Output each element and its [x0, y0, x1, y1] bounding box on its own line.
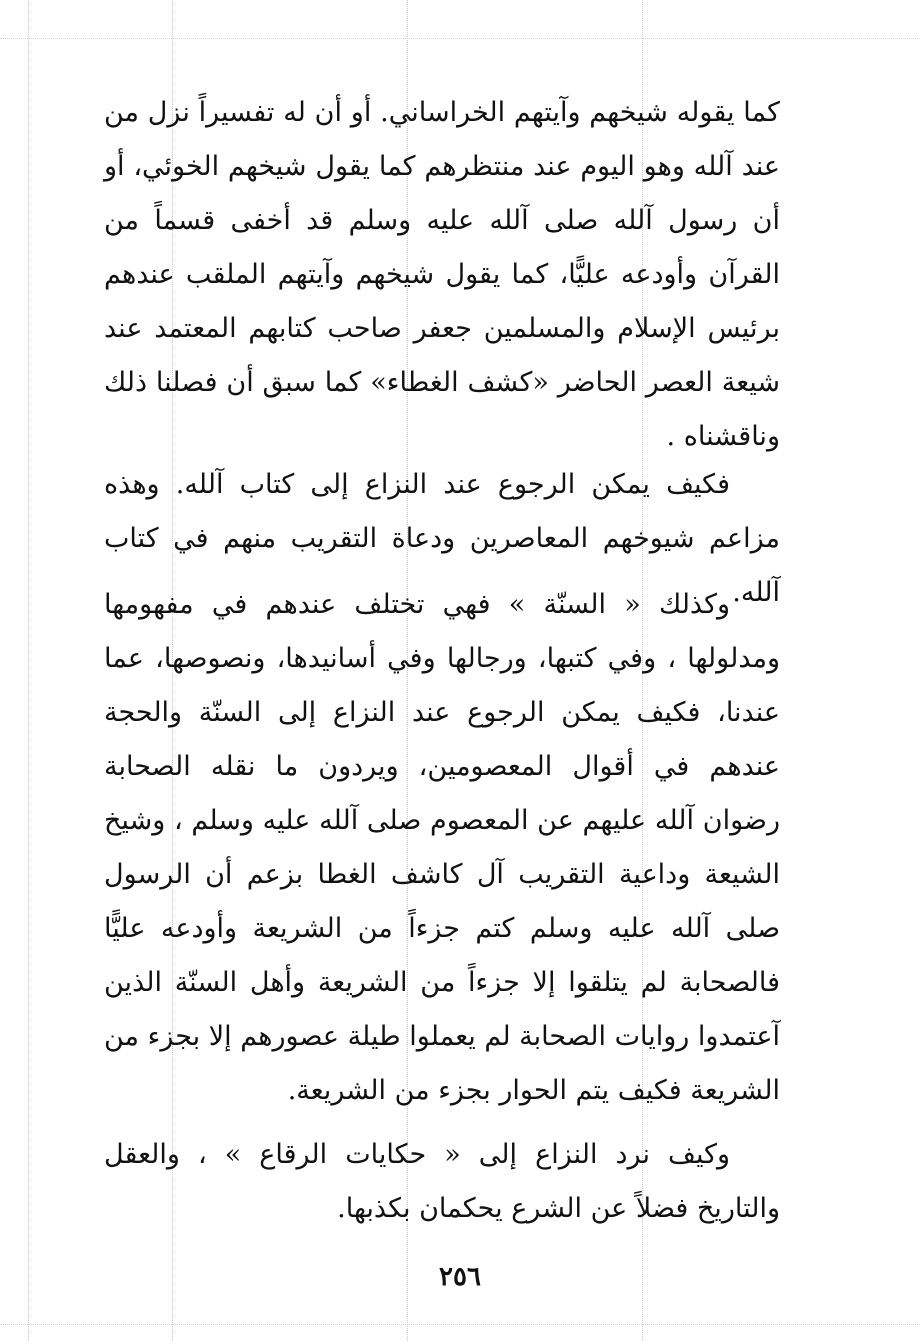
paragraph-block-3: [104, 578, 780, 1118]
paragraph-block-1: [104, 86, 780, 464]
paragraph-quran-reference: فكيف يمكن الرجوع عند النزاع إلى كتاب آلله. وهذه مزاعم شيوخهم المعاصرين ودعاة التقريب منهم في كتاب آلله.: [104, 469, 780, 608]
paragraph-continuation: كما يقوله شيخهم وآيتهم الخراساني. أو أن له تفسيراً نزل من عند آلله وهو اليوم عند منتظرهم كما يقول شيخهم الخوئي، أو أن رسول آلله صلى آلله عليه وسلم قد أخفى قسماً من القرآن وأودعه عليًّا، كما يقول شيخهم وآيتهم الملقب عندهم برئيس الإسلام والمسلمين جعفر صاحب كتابهم المعتمد عند شيعة العصر الحاضر «كشف الغطاء» كما سبق أن فصلنا ذلك وناقشناه .: [104, 97, 780, 452]
scan-guide-line: [0, 1324, 920, 1325]
scan-guide-line: [28, 0, 29, 1341]
paragraph-riqa-tales: وكيف نرد النزاع إلى « حكايات الرقاع » ، والعقل والتاريخ فضلاً عن الشرع يحكمان بكذبها.: [104, 1139, 780, 1224]
paragraph-block-4: [104, 1128, 780, 1236]
scan-guide-line: [0, 38, 920, 39]
page-number: ٢٥٦: [439, 1262, 481, 1292]
paragraph-sunnah: وكذلك « السنّة » فهي تختلف عندهم في مفهومها ومدلولها ، وفي كتبها، ورجالها وفي أسانيدها، ونصوصها، عما عندنا، فكيف يمكن الرجوع عند النزاع إلى السنّة والحجة عندهم في أقوال المعصومين، ويردون ما نقله الصحابة رضوان آلله عليهم عن المعصوم صلى آلله عليه وسلم ، وشيخ الشيعة وداعية التقريب آل كاشف الغطا بزعم أن الرسول صلى آلله عليه وسلم كتم جزءاً من الشريعة وأودعه عليًّا فالصحابة لم يتلقوا إلا جزءاً من الشريعة وأهل السنّة الذين آعتمدوا روايات الصحابة لم يعملوا طيلة عصورهم إلا بجزء من الشريعة فكيف يتم الحوار بجزء من الشريعة.: [104, 589, 780, 1106]
